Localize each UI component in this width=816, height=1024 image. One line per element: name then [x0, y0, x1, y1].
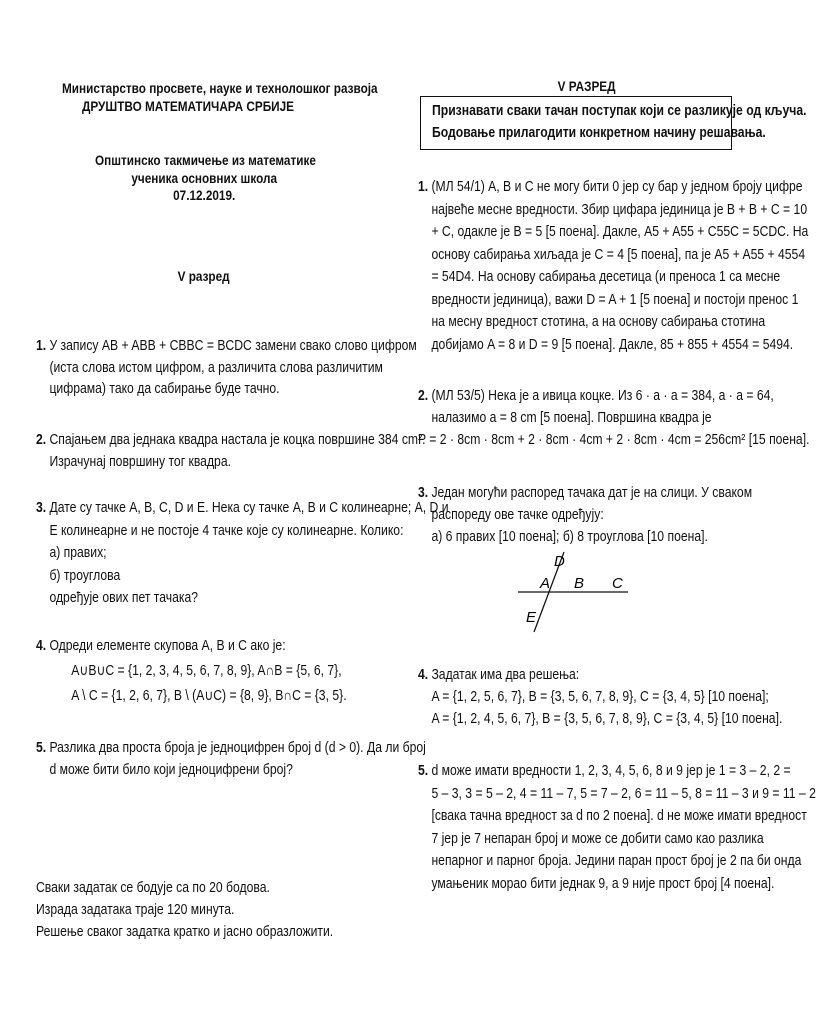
footer-line: Сваки задатак се бодује са по 20 бодова. — [36, 880, 270, 896]
solution-1-line: (МЛ 54/1) A, B и C не могу бити 0 јер су бар у једном броју цифре — [431, 179, 803, 195]
key-note — [432, 100, 807, 144]
key-note-line: Бодовање прилагодити конкретном начину решавања. — [432, 125, 766, 141]
solution-1-line: + C, одакле је B = 5 [5 поена]. Дакле, A5 + A55 + C55C = 5CDC. На — [431, 224, 809, 240]
grade-title: V разред — [177, 268, 230, 284]
problem-5-line: d може бити било који једноцифрени број? — [49, 762, 293, 778]
solution-2: 2. (МЛ 53/5) Нека је a ивица коцке. Из 6 · a · a = 384, a · a = 64, налазимо a = 8 cm [5 поена]. Површина квадра је P = 2 · 8cm · 8cm + 2 · 8cm · 4cm + 2 · 8cm · 4cm = 256cm² [15 поена]. — [418, 388, 810, 448]
competition-date: 07.12.2019. — [173, 187, 236, 204]
solution-4: 4. Задатак има два решења: A = {1, 2, 5, 6, 7}, B = {3, 5, 6, 7, 8, 9}, C = {3, 4, 5} [10 поена]; A = {1, 2, 4, 5, 6, 7}, B = {3, 5, 6, 7, 8, 9}, C = {3, 4, 5} [10 поена]. — [418, 667, 783, 727]
solution-4-line: Задатак има два решења: — [431, 667, 580, 683]
solution-1-line: добијамо A = 8 и D = 9 [5 поена]. Дакле, 85 + 855 + 4554 = 5494. — [431, 336, 794, 353]
competition-info — [95, 152, 316, 205]
problem-3-line: б) троуглова — [49, 567, 121, 584]
solution-5-line: умањеник морао бити једнак 9, а 9 није прост број [4 поена]. — [431, 875, 775, 892]
solution-3-line: Један могући распоред тачака дат је на слици. У сваком — [431, 485, 753, 501]
problem-3-line: E колинеарне и не постоје 4 тачке које су колинеарне. Колико: — [49, 522, 404, 539]
solution-1-line: на месну вредност стотина, а на основу сабирања стотина — [431, 314, 766, 330]
problem-4-line: A \ C = {1, 2, 6, 7}, B \ (A∪C) = {8, 9}, B∩C = {3, 5}. — [71, 688, 347, 704]
solution-4-line: A = {1, 2, 5, 6, 7}, B = {3, 5, 6, 7, 8, 9}, C = {3, 4, 5} [10 поена]; — [431, 689, 769, 705]
solution-1: 1. (МЛ 54/1) A, B и C не могу бити 0 јер су бар у једном броју цифре највеће месне вредности. Збир цифара јединица је B + B + C = 10 + C, одакле је B = 5 [5 поена]. Дакле, A5 + A55 + C55C = 5CDC. На основу сабирања хиљада је C = 4 [5 поена], па је A5 + A55 + 4554 = 54D4. На основу сабирања десетица (и преноса 1 са месне вредности јединица), важи D = A + 1 [5 поена] и постоји пренос 1 на месну вредност стотина, а на основу сабирања стотина добијамо A = 8 и D = 9 [5 поена]. Дакле, 85 + 855 + 4554 = 5494. — [418, 179, 809, 353]
label-b: B — [574, 575, 585, 592]
problem-1-line: У запису AB + ABB + CBBC = BCDC замени свако слово цифром — [49, 338, 417, 354]
problem-5: 5. Разлика два проста броја је једноцифрен број d (d > 0). Да ли број d може бити било који једноцифрени број? — [36, 740, 426, 778]
solution-5-line: 7 јер је 7 непаран број и може се добити само као разлика — [431, 830, 764, 847]
society-name: ДРУШТВО МАТЕМАТИЧАРА СРБИЈЕ — [81, 97, 295, 114]
key-note-line: Признавати сваки тачан поступак који се разликује од кључа. — [432, 103, 807, 119]
solution-1-line: основу сабирања хиљада је C = 4 [5 поена], па је A5 + A55 + 4554 — [431, 246, 806, 263]
solution-2-line: (МЛ 53/5) Нека је a ивица коцке. Из 6 · a · a = 384, a · a = 64, — [431, 388, 774, 404]
label-c: C — [612, 575, 623, 592]
footer-line: Решење сваког задатка кратко и јасно образложити. — [36, 924, 334, 940]
problem-4-line: Одреди елементе скупова A, B и C ако је: — [49, 638, 286, 654]
competition-title: Општинско такмичење из математике — [95, 152, 316, 168]
solution-5-line: [свака тачна вредност за d по 2 поена]. d не може имати вредност — [431, 808, 807, 824]
solution-5: 5. d може имати вредности 1, 2, 3, 4, 5, 6, 8 и 9 јер је 1 = 3 – 2, 2 = 5 – 3, 3 = 5 – 2, 4 = 11 – 7, 5 = 7 – 2, 6 = 11 – 5, 8 = 11 – 3 и 9 = 11 – 2 [свака тачна вредност за d по 2 поена]. d не може имати вредност 7 јер је 7 непаран број и може се добити само као разлика непарног и парног броја. Једини паран прост број је 2 па би онда умањеник морао бити једнак 9, а 9 није прост број [4 поена]. — [418, 763, 816, 892]
problem-2: 2. Спајањем два једнака квадра настала је коцка површине 384 cm². Израчунај површину тог квадра. — [36, 432, 426, 470]
label-e: E — [526, 609, 537, 626]
footer-line: Израда задатака траје 120 минута. — [36, 902, 235, 918]
problem-1: 1. У запису AB + ABB + CBBC = BCDC замени свако слово цифром (иста слова истом цифром, а различита слова различитим цифрама) тако да сабирање буде тачно. — [36, 338, 417, 397]
solution-1-line: вредности јединица), важи D = A + 1 [5 поена] и постоји пренос 1 — [431, 291, 799, 308]
ministry-name: Министарство просвете, науке и технолошког развоја — [62, 80, 378, 96]
solution-3: 3. Један могући распоред тачака дат је на слици. У сваком распореду ове тачке одређују: а) 6 правих [10 поена]; б) 8 троуглова [10 поена]. — [418, 485, 753, 545]
problem-5-line: Разлика два проста броја је једноцифрен број d (d > 0). Да ли број — [49, 740, 426, 756]
problem-3-line: а) правих; — [49, 545, 107, 561]
problem-4-line: A∪B∪C = {1, 2, 3, 4, 5, 6, 7, 8, 9}, A∩B = {5, 6, 7}, — [71, 663, 342, 679]
problem-1-line: (иста слова истом цифром, а различита слова различитим — [49, 359, 383, 376]
problem-4: 4. Одреди елементе скупова A, B и C ако је: A∪B∪C = {1, 2, 3, 4, 5, 6, 7, 8, 9}, A∩B = {5, 6, 7}, A \ C = {1, 2, 6, 7}, B \ (A∪C) = {8, 9}, B∩C = {3, 5}. — [36, 638, 347, 704]
exam-header — [62, 80, 378, 115]
problem-1-line: цифрама) тако да сабирање буде тачно. — [49, 381, 280, 397]
solution-4-line: A = {1, 2, 4, 5, 6, 7}, B = {3, 5, 6, 7, 8, 9}, C = {3, 4, 5} [10 поена]. — [431, 711, 783, 727]
problem-3-line: Дате су тачке A, B, C, D и E. Нека су тачке A, B и C колинеарне; A, D и — [49, 500, 449, 516]
solution-5-line: 5 – 3, 3 = 5 – 2, 4 = 11 – 7, 5 = 7 – 2, 6 = 11 – 5, 8 = 11 – 3 и 9 = 11 – 2 — [431, 785, 816, 802]
solution-3-line: распореду ове тачке одређују: — [431, 507, 604, 523]
problem-2-line: Израчунај површину тог квадра. — [49, 454, 231, 470]
problem-3-line: одређује ових пет тачака? — [49, 590, 199, 606]
label-d: D — [554, 553, 565, 570]
key-title: V РАЗРЕД — [557, 78, 616, 94]
label-a: A — [540, 575, 551, 592]
solution-1-line: = 54D4. На основу сабирања десетица (и преноса 1 са месне — [431, 269, 781, 285]
solution-3-line: а) 6 правих [10 поена]; б) 8 троуглова [10 поена]. — [431, 529, 708, 545]
solution-2-line: P = 2 · 8cm · 8cm + 2 · 8cm · 4cm + 2 · 8cm · 4cm = 256cm² [15 поена]. — [418, 432, 810, 448]
exam-footer — [36, 877, 333, 943]
problem-2-line: Спајањем два једнака квадра настала је коцка површине 384 cm². — [49, 432, 426, 448]
points-figure — [500, 548, 650, 638]
problem-3: 3. Дате су тачке A, B, C, D и E. Нека су тачке A, B и C колинеарне; A, D и E колинеарне и не постоје 4 тачке које су колинеарне. Колико: а) правих; б) троуглова одређује ових пет тачака? — [36, 500, 449, 606]
solution-2-line: налазимо a = 8 cm [5 поена]. Површина квадра је — [431, 410, 712, 426]
solution-5-line: непарног и парног броја. Једини паран прост број је 2 па би онда — [431, 853, 802, 869]
solution-5-line: d може имати вредности 1, 2, 3, 4, 5, 6, 8 и 9 јер је 1 = 3 – 2, 2 = — [431, 763, 791, 779]
solution-1-line: највеће месне вредности. Збир цифара јединица је B + B + C = 10 — [431, 201, 808, 218]
competition-subtitle: ученика основних школа — [131, 169, 277, 186]
